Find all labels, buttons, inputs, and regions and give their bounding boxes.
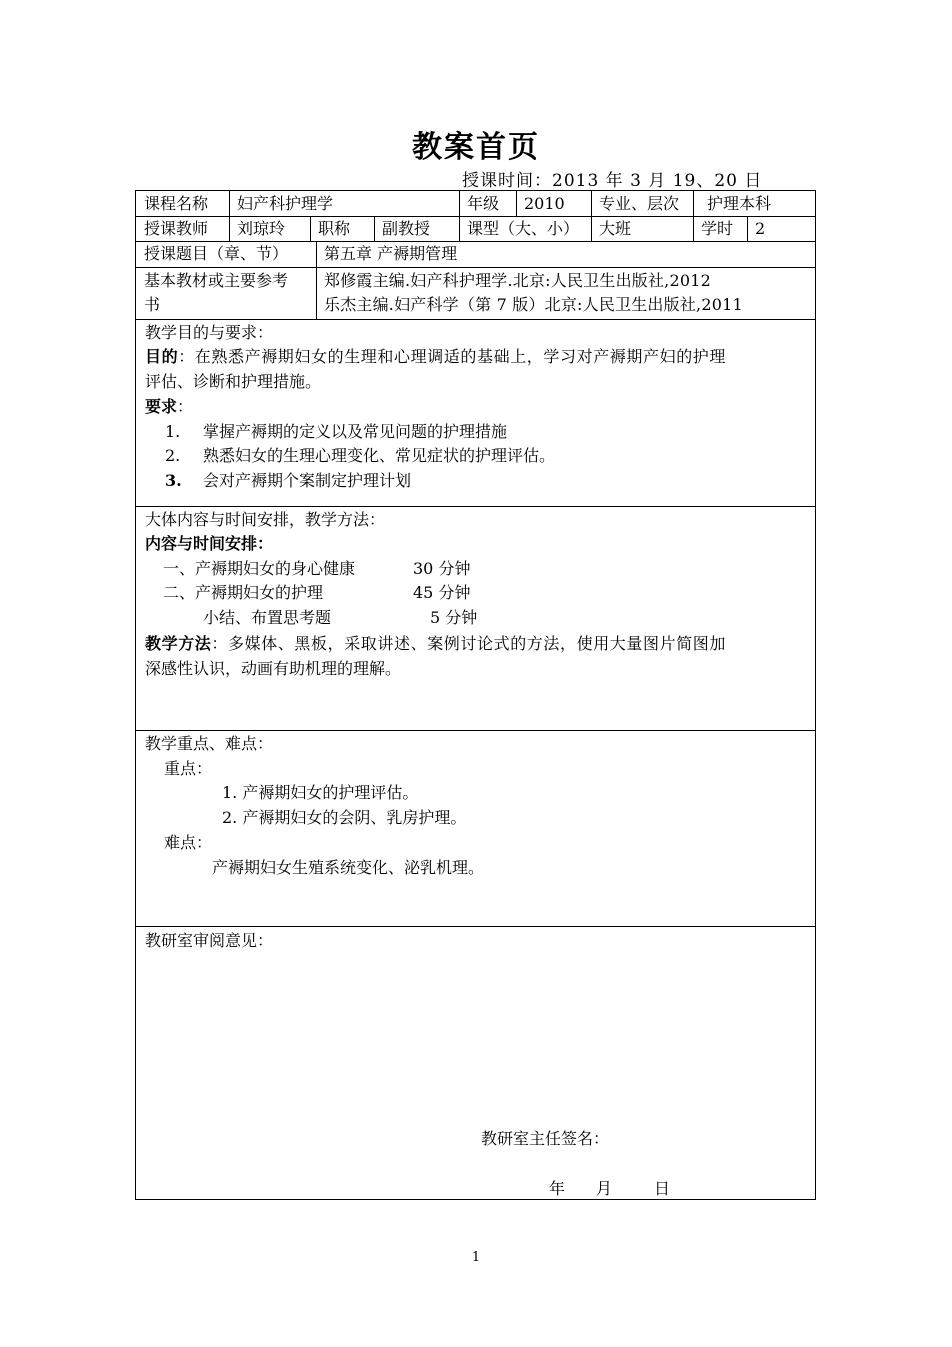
- teacher-label: 授课教师: [144, 219, 209, 238]
- requirement-item: 2. 熟悉妇女的生理心理变化、常见症状的护理评估。: [165, 446, 556, 465]
- goals-purpose: 目的：在熟悉产褥期妇女的生理和心理调适的基础上，学习对产褥期产妇的护理: [145, 347, 727, 366]
- teaching-date: 授课时间：2013 年 3 月 19、20 日: [462, 171, 763, 191]
- schedule-item: 二、产褥期妇女的护理 45 分钟: [163, 583, 471, 602]
- page-number: 1: [471, 1250, 481, 1265]
- signature-date-month: 月: [596, 1179, 613, 1198]
- signature-date-year: 年: [549, 1179, 566, 1198]
- row-divider: [136, 506, 815, 507]
- grade-label: 年级: [467, 194, 500, 213]
- difficulty-text: 产褥期妇女生殖系统变化、泌乳机理。: [212, 858, 485, 877]
- row-divider: [136, 730, 815, 731]
- book-2: 乐杰主编.妇产科学（第 7 版）北京:人民卫生出版社,2011: [324, 295, 743, 314]
- goals-heading: 教学目的与要求：: [145, 323, 274, 342]
- director-signature-label: 教研室主任签名：: [481, 1129, 610, 1148]
- hours-label: 学时: [701, 219, 734, 238]
- grade-value: 2010: [524, 194, 565, 213]
- teacher-value: 刘琼玲: [237, 219, 286, 238]
- books-label: 基本教材或主要参考: [144, 271, 289, 290]
- focus-item: 1. 产褥期妇女的护理评估。: [222, 783, 419, 802]
- requirements-heading: 要求：: [145, 397, 194, 416]
- review-heading: 教研室审阅意见：: [145, 931, 274, 950]
- major-label: 专业、层次: [599, 194, 680, 213]
- page-title: 教案首页: [412, 130, 540, 165]
- lesson-type-value: 大班: [599, 219, 632, 238]
- difficulty-heading: 难点：: [164, 833, 213, 852]
- row-divider: [136, 319, 815, 320]
- schedule-item: 一、产褥期妇女的身心健康 30 分钟: [163, 559, 471, 578]
- requirement-item: 1. 掌握产褥期的定义以及常见问题的护理措施: [165, 422, 508, 441]
- lesson-type-label: 课型（大、小）: [467, 219, 580, 238]
- hours-value: 2: [755, 219, 766, 238]
- books-label-cont: 书: [144, 295, 161, 314]
- major-value: 护理本科: [707, 194, 772, 213]
- content-heading: 大体内容与时间安排，教学方法：: [145, 510, 386, 529]
- signature-date-day: 日: [654, 1179, 671, 1198]
- teaching-method-cont: 深感性认识，动画有助机理的理解。: [145, 659, 402, 678]
- focus-heading: 重点：: [164, 759, 213, 778]
- teaching-method: 教学方法：多媒体、黑板，采取讲述、案例讨论式的方法，使用大量图片简图加: [145, 634, 727, 653]
- rank-label: 职称: [318, 219, 351, 238]
- book-1: 郑修霞主编.妇产科护理学.北京:人民卫生出版社,2012: [324, 271, 711, 290]
- course-name-value: 妇产科护理学: [237, 194, 334, 213]
- key-points-heading: 教学重点、难点：: [145, 734, 274, 753]
- focus-item: 2. 产褥期妇女的会阴、乳房护理。: [222, 808, 467, 827]
- course-name-label: 课程名称: [144, 194, 209, 213]
- requirement-item: 3. 会对产褥期个案制定护理计划: [165, 471, 412, 490]
- row-divider: [136, 267, 815, 268]
- goals-purpose-cont: 评估、诊断和护理措施。: [145, 372, 322, 391]
- schedule-item: 小结、布置思考题 5 分钟: [203, 608, 478, 627]
- topic-label: 授课题目（章、节）: [144, 244, 289, 263]
- schedule-heading: 内容与时间安排：: [145, 534, 274, 553]
- lesson-plan-table: [135, 190, 816, 1200]
- row-divider: [136, 926, 815, 927]
- topic-value: 第五章 产褥期管理: [324, 244, 458, 263]
- rank-value: 副教授: [382, 219, 431, 238]
